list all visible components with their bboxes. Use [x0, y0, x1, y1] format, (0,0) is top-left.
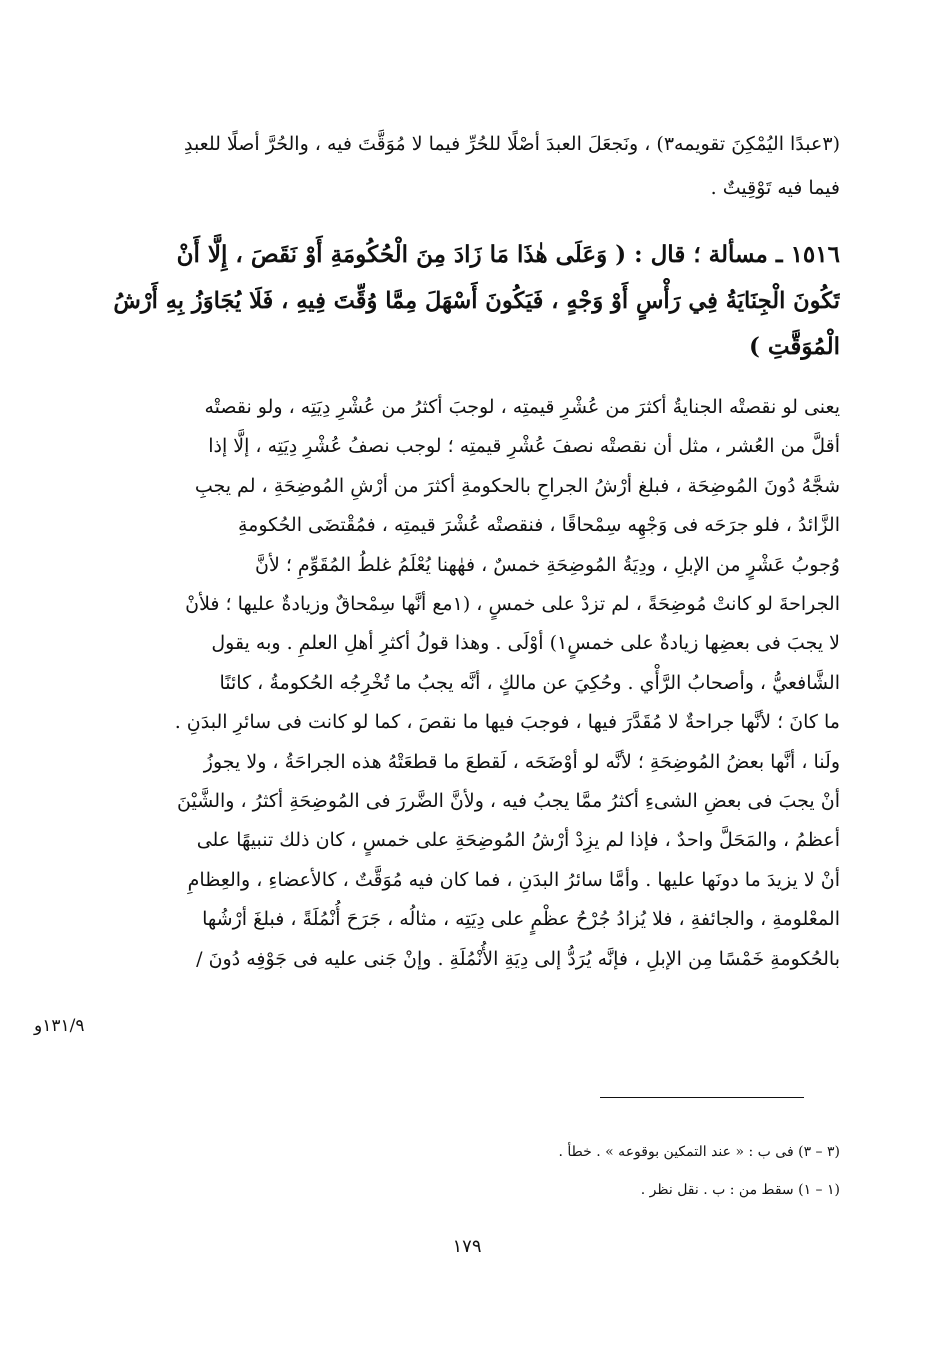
body-line: شجَّهُ دُونَ المُوضِحَة ، فبلغ أرْشُ الجراحِ بالحكومةِ أكثرَ من أرْشِ المُوضِحَةِ ، لم يجبِ	[194, 474, 840, 497]
heading-line: تَكُونَ الْجِنَايَةُ فِي رَأْسٍ أَوْ وَجْهٍ ، فَيَكُونَ أَسْهَلَ مِمَّا وُقِّتَ فِيهِ ، فَلَا يُجَاوَزُ بِهِ أَرْشُ	[113, 288, 840, 314]
body-line: ولَنا ، أنَّها بعضُ المُوضِحَةِ ؛ لأنَّه لو أوْضَحَه ، لَقطعَ ما قطعَتْهُ هذه الجراحَةُ ، ولا يجوزُ	[203, 750, 840, 773]
intro-paragraph	[110, 122, 840, 210]
commentary-paragraph	[110, 388, 840, 979]
body-line: أقلَّ من العُشر ، مثل أن نقصتْه نصفَ عُشْرِ قيمتِه ؛ لوجب نصفُ عُشْرِ دِيَتِه ، إلَّا إذا	[208, 435, 840, 458]
intro-line: فيما فيه تَوْقِيتٌ .	[710, 177, 840, 199]
footnote: (٣ – ٣) فى ب : « عند التمكين بوقوعه » . خطأ .	[558, 1144, 840, 1160]
body-line: لا يجبَ فى بعضِها زيادةٌ على خمسٍ١) أوْلَى . وهذا قولُ أكثرِ أهلِ العلمِ . وبه يقول	[211, 632, 840, 655]
body-line: يعنى لو نقصتْه الجنايةُ أكثرَ من عُشْرِ قيمتِه ، لوجبَ أكثرُ من عُشْرِ دِيَتِه ، ولو نقصتْه	[204, 396, 840, 418]
footnote-divider	[600, 1097, 804, 1098]
body-line: أعظمُ ، والمَحَلَّ واحدٌ ، فإذا لم يزِدْ أرْشُ المُوضِحَةِ على خمسٍ ، كان ذلك تنبيهًا على	[196, 829, 840, 852]
footnotes	[300, 1133, 840, 1209]
body-line: وُجوبُ عَشْرٍ من الإبلِ ، ودِيَةُ المُوضِحَةِ خمسٌ ، فهٰهنا يُعْلَمُ غلطُ المُقَوِّمِ ؛ لأنَّ	[254, 553, 840, 576]
heading-line: الْمُوَقَّتِ )	[748, 333, 840, 360]
page-number: ١٧٩	[452, 1236, 482, 1257]
footnote: (١ – ١) سقط من : ب . نقل نظر .	[640, 1182, 840, 1198]
body-line: ما كانَ ؛ لأنَّها جراحةٌ لا مُقَدَّرَ فيها ، فوجبَ فيها ما نقصَ ، كما لو كانت فى سائرِ البدَنِ .	[174, 711, 840, 734]
heading-line: ١٥١٦ ـ مسألة ؛ قال : ( وَعَلَى هٰذَا مَا زَادَ مِنَ الْحُكُومَةِ أَوْ نَقَصَ ، إِلَّا أَنْ	[176, 241, 840, 268]
body-line: الشَّافعيُّ ، وأصحابُ الرَّأْي . وحُكِيَ عن مالكٍ ، أنَّه يجبُ ما تُخْرِجُه الحُكومةُ ، كائنًا	[219, 671, 840, 694]
body-line: الزَّائدُ ، فلو جرَحَه فى وَجْهِه سِمْحاقًا ، فنقصتْه عُشْرَ قيمتِه ، فمُقْتضَى الحُكومةِ	[237, 514, 840, 537]
body-line: أنْ لا يزيدَ ما دونَها عليها . وأمَّا سائرُ البدَنِ ، فما كان فيه مُوَقَّتٌ ، كالأعضاءِ ، والعِظامِ	[187, 868, 840, 891]
body-line: الجراحةَ لو كانتْ مُوضِحَةً ، لم تزدْ على خمسٍ ، (١مع أنَّها سِمْحاقٌ وزيادةٌ عليها ؛ فلأنْ	[185, 593, 840, 616]
issue-heading	[110, 232, 840, 370]
body-line: بالحُكومةِ خَمْسًا مِن الإبلِ ، فإنَّه يُرَدُّ إلى دِيَةِ الأُنْمُلَةِ . وإنْ جَنى عليه فى جَوْفِه دُونَ /	[196, 947, 840, 970]
body-line: أنْ يجبَ فى بعضِ الشىءِ أكثرُ ممَّا يجبُ فيه ، ولأنَّ الضَّررَ فى المُوضِحَةِ أكثرُ ، والشَّيْنَ	[177, 790, 840, 813]
body-line: المعْلومةِ ، والجائفةِ ، فلا يُزادُ جُرْحُ عظْمٍ على دِيَتِه ، مثالُه ، جَرَحَ أُنْمُلَةً ، فبلغَ أرْشُها	[202, 908, 840, 931]
intro-line: (٣عبدًا اليُمْكِنَ تقويمه٣) ، ونَجعَلَ العبدَ أصْلًا للحُرِّ فيما لا مُوَقَّتَ فيه ، والحُرَّ أصلًا للعبدِ	[183, 133, 840, 155]
folio-margin-note: ١٣١/٩و	[34, 1016, 85, 1036]
